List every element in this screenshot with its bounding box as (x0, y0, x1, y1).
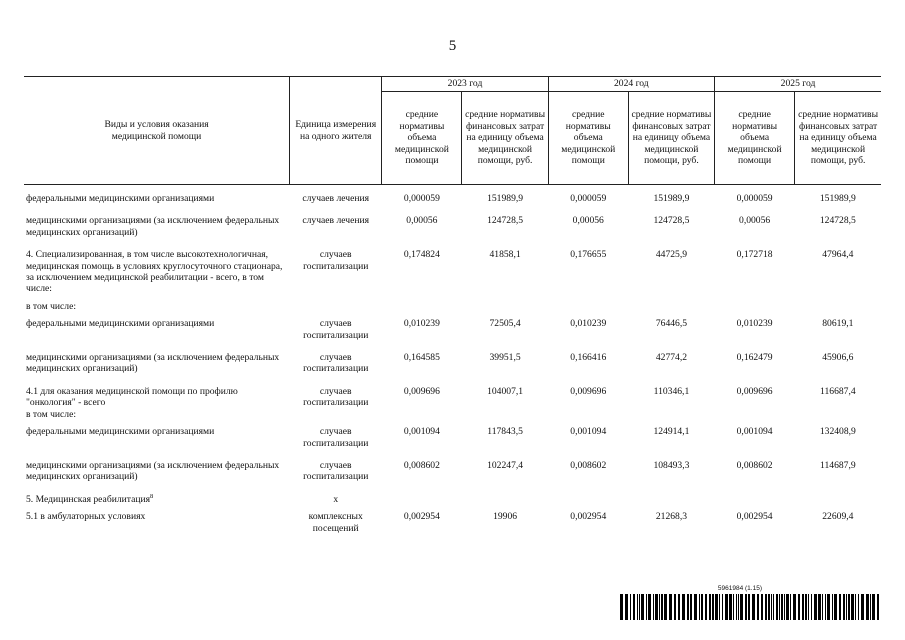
row-unit: х (333, 493, 339, 505)
cost-value: 114687,9 (820, 459, 856, 471)
barcode-bar (848, 594, 850, 620)
barcode-bar (646, 594, 647, 620)
barcode-bar (729, 594, 732, 620)
volume-value: 0,174824 (403, 249, 440, 261)
cost-value: 22609,4 (822, 511, 854, 523)
volume-value: 0,009696 (736, 385, 773, 397)
row-kind (24, 424, 290, 458)
volume-value (715, 299, 795, 316)
barcode-bar (761, 594, 763, 620)
barcode-bar (872, 594, 875, 620)
header-kind: Виды и условия оказания медицинской помощи (24, 77, 290, 185)
barcode-bar (827, 594, 830, 620)
barcode-bar (858, 594, 859, 620)
barcode-bar (648, 594, 651, 620)
volume-value: 0,172718 (736, 249, 773, 261)
volume-value: 0,010239 (736, 318, 773, 330)
barcode-bar (701, 594, 703, 620)
barcode-bar (712, 594, 714, 620)
volume-value: 0,001094 (403, 426, 440, 438)
cost-value: 102247,4 (487, 459, 524, 471)
table-row (24, 492, 881, 509)
volume-value (382, 492, 462, 509)
header-volume: средние нормативы объема медицинской помощи (382, 92, 462, 185)
row-unit: случаев госпитализации (303, 249, 369, 272)
cost-value: 151989,9 (819, 193, 856, 204)
barcode-bar (866, 594, 869, 620)
barcode-bar (687, 594, 689, 620)
barcode-bar (855, 594, 856, 620)
barcode-bar (861, 594, 864, 620)
cost-value (795, 299, 881, 316)
barcode-bar (822, 594, 823, 620)
row-kind (24, 316, 290, 350)
row-kind-text: 4. Специализированная, в том числе высокотехнологичная, медицинская помощь в условиях круглосуточного стационара, за исключением медицинской реабилитации - всего, в том числе: (26, 249, 283, 295)
row-kind (24, 458, 290, 492)
barcode-bar (802, 594, 804, 620)
barcode-bar (639, 594, 640, 620)
row-kind-text: 5. Медицинская реабилитация (26, 493, 151, 505)
row-kind (24, 247, 290, 299)
cost-value: 39951,5 (489, 352, 521, 364)
barcode-bar (722, 594, 723, 620)
header-unit: Единица измерения на одного жителя (290, 77, 382, 185)
barcode-bar (738, 594, 739, 620)
cost-value: 104007,1 (487, 385, 524, 397)
barcode-bar (773, 594, 774, 620)
barcode-bar (818, 594, 821, 620)
row-kind (24, 213, 290, 247)
cost-value: 124728,5 (819, 215, 856, 227)
row-kind (24, 350, 290, 384)
row-unit: случаев госпитализации (303, 352, 369, 375)
page-number: 5 (448, 38, 457, 54)
volume-value: 0,166416 (570, 352, 607, 364)
header-cost: средние нормативы финансовых затрат на единицу объема медицинской помощи, руб. (795, 92, 881, 185)
cost-value: 110346,1 (653, 385, 690, 397)
cost-value (628, 492, 714, 509)
barcode-bar (630, 594, 631, 620)
barcode-bar (825, 594, 826, 620)
cost-value: 124914,1 (653, 426, 690, 438)
table-row (24, 299, 881, 316)
cost-value: 132408,9 (819, 426, 856, 438)
volume-value: 0,000059 (403, 193, 440, 204)
volume-value: 0,001094 (736, 426, 773, 438)
barcode (620, 585, 882, 620)
barcode-bar (690, 594, 692, 620)
row-kind (24, 191, 290, 213)
row-unit: случаев госпитализации (303, 318, 369, 341)
row-kind (24, 384, 290, 424)
barcode-bar (784, 594, 785, 620)
volume-value: 0,009696 (403, 385, 440, 397)
barcode-bar (661, 594, 663, 620)
volume-value: 0,010239 (570, 318, 607, 330)
volume-value: 0,00056 (572, 215, 604, 227)
volume-value: 0,010239 (403, 318, 440, 330)
barcode-code: 5961984 (1.15) (717, 585, 762, 592)
cost-value: 72505,4 (489, 318, 521, 330)
row-kind-text: федеральными медицинскими организациями (26, 193, 215, 204)
row-kind-text: в том числе: (26, 300, 77, 312)
barcode-bar (725, 594, 728, 620)
barcode-bar (805, 594, 807, 620)
header-cost: средние нормативы финансовых затрат на единицу объема медицинской помощи, руб. (462, 92, 548, 185)
barcode-bar (771, 594, 772, 620)
barcode-bar (682, 594, 685, 620)
barcode-bar (736, 594, 737, 620)
table-row (24, 191, 881, 213)
cost-value: 76446,5 (655, 318, 688, 330)
volume-value: 0,002954 (570, 511, 607, 523)
header-year-2023: 2023 год (382, 77, 548, 92)
footnote-mark: 8 (150, 492, 154, 500)
barcode-bar (745, 594, 747, 620)
barcode-bar (678, 594, 680, 620)
volume-value: 0,00056 (739, 215, 771, 227)
barcode-bar (843, 594, 845, 620)
row-unit: случаев лечения (302, 193, 370, 204)
barcode-bar (768, 594, 770, 620)
cost-value: 116687,4 (820, 385, 856, 397)
barcode-bar (786, 594, 789, 620)
volume-value (382, 299, 462, 316)
barcode-bar (674, 594, 676, 620)
row-unit: случаев госпитализации (303, 459, 369, 483)
barcode-bar (851, 594, 854, 620)
barcode-bar (733, 594, 734, 620)
row-kind-text: 5.1 в амбулаторных условиях (26, 511, 146, 523)
header-year-2025: 2025 год (715, 77, 881, 92)
cost-value: 47964,4 (822, 249, 854, 261)
row-kind-text: медицинскими организациями (за исключением федеральных медицинских организаций) (26, 352, 280, 375)
cost-value (462, 299, 548, 316)
barcode-bar (625, 594, 628, 620)
cost-value: 117843,5 (487, 426, 523, 438)
barcode-bar (776, 594, 778, 620)
barcode-bar (790, 594, 791, 620)
cost-value: 42774,2 (655, 352, 688, 364)
barcode-bar (699, 594, 700, 620)
cost-value (462, 492, 548, 509)
barcode-bar (811, 594, 812, 620)
cost-value: 45906,6 (822, 352, 854, 364)
barcode-bar (715, 594, 718, 620)
volume-value (548, 492, 628, 509)
cost-value: 124728,5 (487, 215, 524, 227)
table-row (24, 213, 881, 247)
barcode-bar (664, 594, 667, 620)
cost-value: 19906 (493, 511, 518, 523)
barcode-bar (620, 594, 623, 620)
barcode-bar (752, 594, 755, 620)
row-kind (24, 509, 290, 543)
barcode-bar (653, 594, 654, 620)
table-row (24, 384, 881, 424)
barcode-bar (808, 594, 809, 620)
row-unit: случаев госпитализации (303, 385, 369, 409)
volume-value (548, 299, 628, 316)
row-kind (24, 492, 290, 509)
row-kind (24, 299, 290, 316)
volume-value: 0,002954 (403, 511, 440, 523)
header-cost: средние нормативы финансовых затрат на единицу объема медицинской помощи, руб. (628, 92, 714, 185)
row-unit: комплексных посещений (308, 511, 363, 534)
cost-value: 108493,3 (653, 459, 690, 471)
barcode-bar (793, 594, 796, 620)
volume-value (715, 492, 795, 509)
cost-value: 44725,9 (655, 249, 688, 261)
barcode-bar (637, 594, 638, 620)
volume-value: 0,008602 (570, 459, 607, 471)
header-year-2024: 2024 год (548, 77, 714, 92)
table-row (24, 350, 881, 384)
barcode-bar (694, 594, 697, 620)
barcode-bar (814, 594, 817, 620)
cost-value: 151989,9 (487, 193, 524, 204)
barcode-bar (748, 594, 750, 620)
cost-value: 80619,1 (822, 318, 854, 330)
cost-value (628, 299, 714, 316)
barcode-bar (832, 594, 833, 620)
volume-value: 0,00056 (406, 215, 438, 227)
volume-value: 0,008602 (736, 459, 773, 471)
barcode-bar (740, 594, 743, 620)
volume-value: 0,008602 (403, 459, 440, 471)
row-kind-text: федеральными медицинскими организациями (26, 426, 215, 438)
header-volume: средние нормативы объема медицинской помощи (715, 92, 795, 185)
row-kind-text: медицинскими организациями (за исключением федеральных медицинских организаций) (26, 215, 280, 238)
volume-value: 0,000059 (570, 193, 607, 204)
barcode-bar (765, 594, 767, 620)
table-row (24, 424, 881, 458)
row-kind-text: 4.1 для оказания медицинской помощи по профилю "онкология" - всего (26, 385, 238, 409)
volume-value: 0,009696 (570, 385, 607, 397)
barcode-bar (834, 594, 837, 620)
barcode-bar (839, 594, 841, 620)
barcode-bar (757, 594, 759, 620)
volume-value: 0,002954 (736, 511, 773, 523)
barcode-bar (846, 594, 847, 620)
row-kind-text: медицинскими организациями (за исключением федеральных медицинских организаций) (26, 459, 280, 483)
row-unit (290, 299, 382, 316)
barcode-bar (709, 594, 711, 620)
row-kind-text: федеральными медицинскими организациями (26, 318, 215, 330)
barcode-bars (620, 594, 882, 620)
table-row (24, 509, 881, 543)
table-row (24, 247, 881, 299)
barcode-bar (781, 594, 783, 620)
barcode-bar (798, 594, 800, 620)
barcode-bar (877, 594, 879, 620)
row-kind-text: в том числе: (26, 408, 77, 420)
barcode-bar (659, 594, 660, 620)
table-row (24, 316, 881, 350)
barcode-bar (705, 594, 707, 620)
row-unit: случаев лечения (302, 215, 370, 227)
barcode-bar (633, 594, 635, 620)
row-unit: случаев госпитализации (303, 426, 369, 449)
cost-value: 21268,3 (655, 511, 688, 523)
volume-value: 0,001094 (570, 426, 607, 438)
barcode-bar (870, 594, 871, 620)
cost-value (795, 492, 881, 509)
norms-table (24, 76, 881, 543)
barcode-bar (779, 594, 780, 620)
barcode-bar (669, 594, 672, 620)
barcode-bar (641, 594, 644, 620)
volume-value: 0,162479 (736, 352, 773, 364)
cost-value: 41858,1 (489, 249, 521, 261)
volume-value: 0,164585 (403, 352, 440, 364)
header-volume: средние нормативы объема медицинской помощи (548, 92, 628, 185)
barcode-bar (719, 594, 720, 620)
volume-value: 0,000059 (736, 193, 773, 204)
table-row (24, 458, 881, 492)
cost-value: 151989,9 (653, 193, 690, 204)
barcode-bar (655, 594, 658, 620)
cost-value: 124728,5 (653, 215, 690, 227)
volume-value: 0,176655 (570, 249, 607, 261)
